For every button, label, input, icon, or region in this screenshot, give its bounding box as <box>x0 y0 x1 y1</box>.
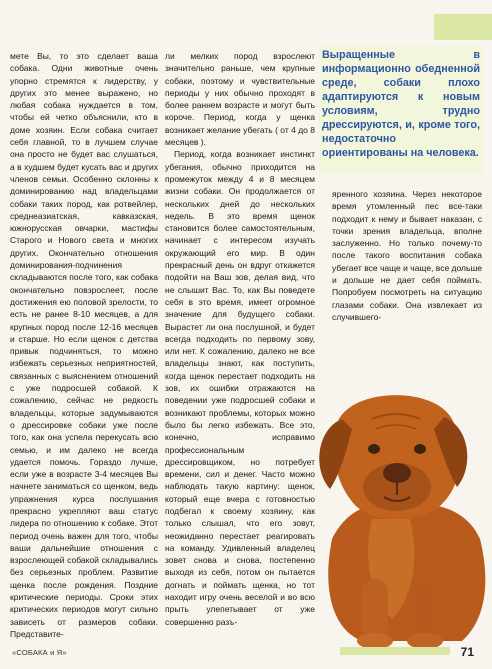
paragraph: яренного хозяина. Через некоторое время утомленный пес все-таки подходит к нему и бывает наказан, с точки зрения владельца, вполне заслуженно. Но только почему-то после такого воспитания собака убегает все чаще и чаще, все дольше и дольше не дает себя поймать. Попробуем посмотреть на ситуацию глазами собаки. Она извлекает из случившего- <box>332 189 482 322</box>
puppy-nose <box>383 463 411 483</box>
paragraph: ли мелких пород взрослеют значительно раньше, чем крупные собаки, поэтому и чувствительные периоды у них обычно проходят в более раннем возрасте и могут быть короче. Период, когда у щенка возникает желание убегать ( от 4 до 8 месяцев ). <box>165 51 315 148</box>
puppy-right-eye <box>414 444 426 454</box>
puppy-left-leg <box>362 579 388 641</box>
corner-color-tab <box>434 14 492 40</box>
pull-quote: Выращенные в информационно обедненной среде, собаки плохо адаптируются к новым условиям, трудно дрессируются, и, кроме того, недостаточно ориентированы на человека. <box>322 49 480 159</box>
paragraph: Период, когда возникает инстинкт убегания, обычно приходится на промежуток между 4 и 8 месяцем жизни собаки. Он продолжается от нескольких дней до нескольких недель. В это время щенок становится более самостоятельным, начинает с интересом изучать окружающий его мир. В один прекрасный день он вдруг откажется подойти на Ваш зов, делая вид, что не слышит Вас. То, как Вы поведете себя в это время, имеет огромное значение для будущего собаки. Вырастет ли она послушной, и будет всегда подходить по первому зову, или нет. К сожалению, далеко не все владельцы знают, как поступить, когда щенок перестает подходить на зов, их ошибки отражаются на поведении уже подросшей собаки и возникают проблемы, которых можно было бы легко избежать. Все это, конечно, исправимо профессиональным дрессировщиком, но потребует времени, сил и денег. Часто можно наблюдать такую картину: щенок, который еще вчера с готовностью подбегал к своему хозяину, как только слышал, что его зовут, неожиданно перестает реагировать на команду. Удивленный владелец зовет снова и снова, постепенно выходя из себя, потом он пытается догнать и поймать щенка, но тот находит игру очень веселой и во всю прыть улепетывает от уже совершенно разъ- <box>165 149 315 627</box>
puppy-left-eye <box>368 444 380 454</box>
text-column-1 <box>10 50 158 640</box>
page-number-bar <box>340 647 450 655</box>
page-number: 71 <box>460 645 474 659</box>
puppy-right-leg <box>410 581 436 641</box>
text-column-3 <box>332 188 482 323</box>
puppy-photo <box>292 349 492 649</box>
paragraph: мете Вы, то это сделает ваша собака. Одни животные очень упорно стремятся к лидерству, у других это менее выражено, но любая собака нуждается в том, чтобы ей четко объяснили, кто в доме хозяин. Если собака считает себя главной, то в лучшем случае она просто не будет вас слушаться, а в худшем будет кусать вас и других членов семьи. Особенно склонны к доминированию над владельцами собаки таких пород, как ротвейлер, среднеазиатская, кавказская, южнорусская овчарки, мастифы Старого и Нового света и многих других. Окончательно отношения доминирования-подчинения складываются после того, как собака окончательно повзрослеет, после достижения ею половой зрелости, то есть не ранее 8-10 месяцев, а для крупных пород после 12-16 месяцев и старше. Но если щенок с детства привык подчиняться, то можно избежать серьезных неприятностей, связанных с выяснением отношений с уже подросшей собакой. К сожалению, сейчас не редкость владельцы, которые задумываются о дрессировке собаки уже после того, как она успела перекусать всю семью, и им далеко не всегда удается помочь. Гораздо лучше, если уже в возрасте 3-4 месяцев Вы начнете заниматься со щенком, ведь упражнения курса послушания прекрасно укрепляют ваш статус лидера по отношению к собаке. Этот период очень важен для того, чтобы ваши дальнейшие отношения с взрослеющей собакой складывались без серьезных проблем. Развитие щенка после рождения. Поздние критические периоды. Сроки этих критических периодов могут сильно зависеть от размеров собаки. Представите- <box>10 51 158 639</box>
magazine-name: «СОБАКА и Я» <box>12 648 67 657</box>
